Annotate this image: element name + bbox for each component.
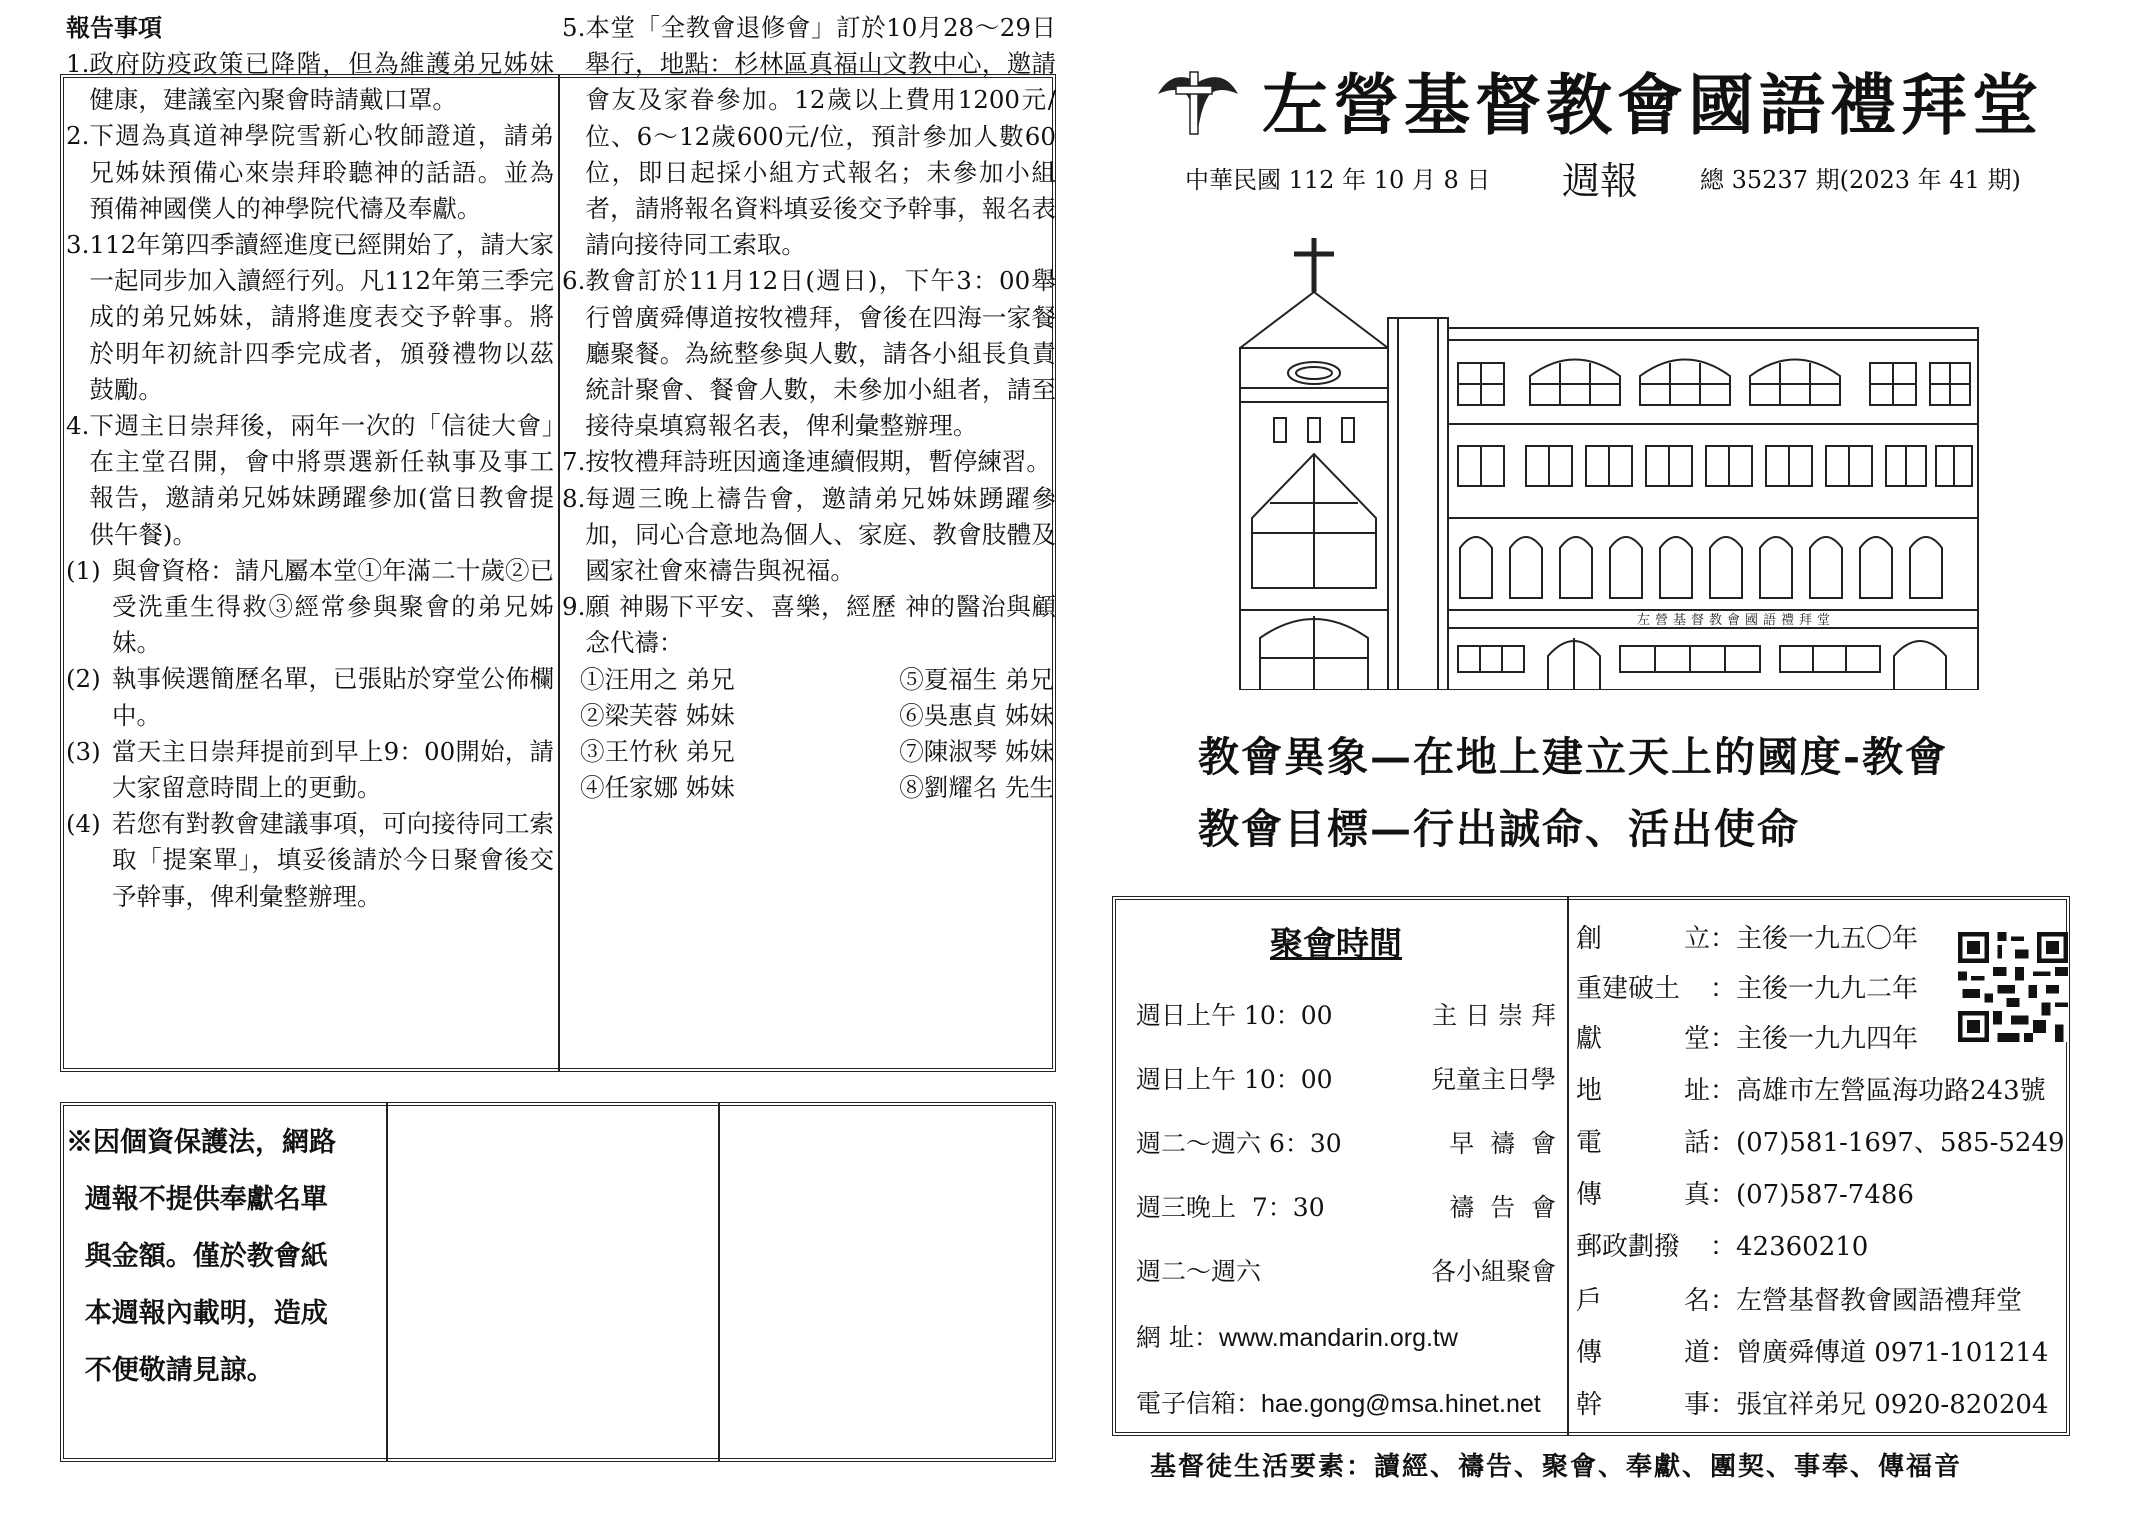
meeting-name: 兒童主日學: [1430, 1065, 1556, 1094]
church-goal: 教會目標—行出誠命、活出使命: [1198, 805, 1800, 853]
announcements-column-2: [562, 10, 1056, 806]
bulletin-date: 中華民國 112 年 10 月 8 日: [1185, 166, 1491, 194]
item-number: 9.: [562, 592, 586, 622]
item-text: 下週為真道神學院雪新心牧師證道，請弟兄姊妹預備心來崇拜聆聽神的話語。並為預備神國僕人的神學院代禱及奉獻。: [89, 121, 554, 223]
prayer-name: ⑤夏福生 弟兄: [899, 664, 1054, 694]
item-text: 願 神賜下平安、喜樂，經歷 神的醫治與顧念代禱：: [585, 592, 1056, 658]
meeting-time: 週日上午 10：00: [1136, 1065, 1333, 1094]
privacy-line: 與金額。僅於教會紙: [66, 1241, 328, 1272]
announcements-heading: 報告事項: [66, 13, 162, 42]
info-label: 重建破土: [1576, 974, 1681, 1004]
subitem-number: (2): [66, 664, 101, 694]
info-row-dedication: [1576, 1018, 1918, 1055]
info-label: 傳 道: [1576, 1338, 1710, 1368]
subitem-text: 執事候選簡歷名單，已張貼於穿堂公佈欄中。: [112, 664, 554, 730]
subitem-text: 與會資格：請凡屬本堂①年滿二十歲②已受洗重生得救③經常參與聚會的弟兄姊妹。: [112, 555, 554, 658]
meeting-name: 主 日 崇 拜: [1432, 1001, 1556, 1030]
item-text: 每週三晚上禱告會，邀請弟兄姊妹踴躍參加，同心合意地為個人、家庭、教會肢體及國家社會來禱告與祝福。: [585, 483, 1056, 586]
column-divider: [718, 1102, 720, 1462]
item-number: 2.: [66, 121, 90, 151]
info-label: 電 話: [1576, 1128, 1710, 1158]
info-label: 幹 事: [1576, 1390, 1710, 1420]
bulletin-label: 週報: [1562, 159, 1639, 203]
info-value: ：高雄市左營區海功路243號: [1710, 1076, 2046, 1106]
meeting-row: [1136, 1124, 1556, 1160]
prayer-name: ④任家娜 姊妹: [580, 773, 735, 803]
subitem-number: (3): [66, 736, 101, 766]
item-number: 8.: [562, 483, 586, 513]
meeting-row: [1136, 1060, 1556, 1096]
meeting-time: 週二～週六: [1136, 1257, 1262, 1286]
meeting-row: [1136, 1252, 1556, 1288]
announcement-item: [562, 444, 1056, 480]
building-sign-text: 左營基督教會國語禮拜堂: [1636, 613, 1836, 628]
announcement-item: [562, 481, 1056, 590]
christian-life-elements: 基督徒生活要素：讀經、禱告、聚會、奉獻、團契、事奉、傳福音: [1150, 1452, 1963, 1482]
privacy-line: 週報不提供奉獻名單: [66, 1184, 328, 1215]
info-value: ：曾廣舜傳道 0971-101214: [1710, 1338, 2049, 1368]
prayer-list-row: [562, 770, 1056, 806]
info-row-groundbreaking: [1576, 968, 1918, 1005]
prayer-name: ⑧劉耀名 先生: [899, 773, 1054, 803]
meeting-row: [1136, 1188, 1556, 1224]
meeting-time: 週日上午 10：00: [1136, 1001, 1333, 1030]
prayer-list-row: [562, 698, 1056, 734]
announcement-item: [66, 118, 554, 227]
privacy-line: 本週報內載明，造成: [66, 1298, 328, 1329]
item-text: 本堂「全教會退修會」訂於10月28～29日舉行，地點：杉林區真福山文教中心，邀請會友及家眷參加。12歲以上費用1200元/位、6～12歲600元/位，預計參加人數60位，即日起採小組方式報名；未參加小組者，請將報名資料填妥後交予幹事，報名表請向接待同工索取。: [585, 13, 1056, 260]
website-row: [1136, 1318, 1458, 1354]
meeting-name: 禱 告 會: [1449, 1193, 1556, 1222]
info-label: 地 址: [1576, 1076, 1710, 1106]
announcement-item: [66, 408, 554, 553]
info-label: 獻 堂: [1576, 1024, 1710, 1054]
meeting-name: 各小組聚會: [1430, 1257, 1556, 1286]
church-logo-icon: [1150, 64, 1246, 136]
privacy-line: 不便敬請見諒。: [66, 1355, 274, 1386]
announcement-item: [562, 263, 1056, 444]
item-number: 6.: [562, 266, 586, 296]
website-label: 網 址：: [1136, 1323, 1219, 1352]
announcement-subitem: [66, 734, 554, 806]
prayer-list-row: [562, 662, 1056, 698]
info-label: 戶 名: [1576, 1286, 1710, 1316]
email-link[interactable]: hae.gong@msa.hinet.net: [1261, 1390, 1541, 1418]
info-value: ：主後一九九四年: [1710, 1024, 1919, 1054]
church-vision: 教會異象—在地上建立天上的國度-教會: [1198, 733, 1949, 781]
item-number: 5.: [562, 13, 586, 42]
prayer-name: ①汪用之 弟兄: [580, 664, 735, 694]
announcement-item: [66, 46, 554, 118]
meeting-time: 週二～週六 6：30: [1136, 1129, 1342, 1158]
info-row-preacher: [1576, 1332, 2048, 1369]
subitem-number: (1): [66, 555, 101, 585]
email-row: [1136, 1384, 1541, 1420]
info-value: ：主後一九九二年: [1710, 974, 1919, 1004]
prayer-name: ③王竹秋 弟兄: [580, 737, 735, 767]
item-number: 1.: [66, 49, 90, 78]
email-label: 電子信箱：: [1136, 1389, 1262, 1418]
item-number: 7.: [562, 447, 586, 477]
info-row-secretary: [1576, 1384, 2048, 1421]
info-label: 傳 真: [1576, 1180, 1710, 1210]
announcement-subitem: [66, 553, 554, 662]
announcement-subitem: [66, 806, 554, 915]
church-building-illustration: [1230, 228, 1990, 690]
item-text: 政府防疫政策已降階，但為維護弟兄姊妹健康，建議室內聚會時請戴口罩。: [89, 49, 554, 115]
issue-number: 總 35237 期(2023 年 41 期): [1700, 166, 2021, 194]
info-row-account-name: [1576, 1280, 2022, 1317]
announcements-column-1: [66, 10, 554, 915]
meeting-time: 週三晚上 7：30: [1136, 1193, 1325, 1222]
prayer-name: ⑥吳惠貞 姊妹: [899, 700, 1054, 730]
info-row-founded: [1576, 918, 1918, 955]
item-number: 3.: [66, 230, 90, 260]
item-text: 112年第四季讀經進度已經開始了，請大家一起同步加入讀經行列。凡112年第三季完成的弟兄姊妹，請將進度表交予幹事。將於明年初統計四季完成者，頒發禮物以茲鼓勵。: [89, 230, 554, 404]
info-value: ：(07)581-1697、585-5249: [1710, 1128, 2065, 1158]
subitem-number: (4): [66, 809, 101, 839]
announcement-subitem: [66, 661, 554, 733]
qr-code-icon[interactable]: [1958, 932, 2068, 1042]
item-text: 按牧禮拜詩班因適逢連續假期，暫停練習。: [585, 447, 1051, 477]
info-label: 創 立: [1576, 924, 1710, 954]
announcement-item: [562, 589, 1056, 661]
info-row-address: [1576, 1070, 2046, 1107]
info-row-phone: [1576, 1122, 2065, 1159]
info-value: ：左營基督教會國語禮拜堂: [1710, 1286, 2023, 1316]
column-divider: [558, 74, 560, 1072]
subitem-text: 若您有對教會建議事項，可向接待同工索取「提案單」，填妥後請於今日聚會後交予幹事，俾利彙整辦理。: [112, 809, 554, 911]
info-row-postal-transfer: [1576, 1226, 1868, 1263]
website-link[interactable]: www.mandarin.org.tw: [1218, 1324, 1458, 1352]
item-number: 4.: [66, 411, 90, 441]
info-label: 郵政劃撥: [1576, 1232, 1681, 1262]
church-title: 左營基督教會國語禮拜堂: [1262, 66, 2043, 144]
meeting-times-title: 聚會時間: [1270, 924, 1402, 963]
column-divider: [1567, 896, 1569, 1436]
meeting-row: [1136, 996, 1556, 1032]
item-text: 下週主日崇拜後，兩年一次的「信徒大會」在主堂召開，會中將票選新任執事及事工報告，邀請弟兄姊妹踴躍參加(當日教會提供午餐)。: [89, 411, 554, 549]
announcement-item: [66, 227, 554, 408]
prayer-name: ⑦陳淑琴 姊妹: [899, 737, 1054, 767]
announcement-item: [562, 10, 1056, 263]
prayer-list-row: [562, 734, 1056, 770]
info-value: ：張宜祥弟兄 0920-820204: [1710, 1390, 2049, 1420]
subitem-text: 當天主日崇拜提前到早上9：00開始，請大家留意時間上的更動。: [112, 736, 554, 803]
info-value: ：主後一九五〇年: [1710, 924, 1919, 954]
info-row-fax: [1576, 1174, 1914, 1211]
info-value: ：(07)587-7486: [1710, 1180, 1914, 1210]
item-text: 教會訂於11月12日(週日)，下午3：00舉行曾廣舜傳道按牧禮拜，會後在四海一家餐廳聚餐。為統整參與人數，請各小組長負責統計聚會、餐會人數，未參加小組者，請至接待桌填寫報名表，俾利彙整辦理。: [585, 266, 1056, 441]
privacy-line: ※因個資保護法，網路: [66, 1127, 336, 1158]
column-divider: [386, 1102, 388, 1462]
prayer-name: ②梁芙蓉 姊妹: [580, 700, 735, 730]
privacy-notice: [66, 1114, 386, 1399]
meeting-name: 早 禱 會: [1449, 1129, 1556, 1158]
info-value: ：42360210: [1710, 1232, 1869, 1262]
